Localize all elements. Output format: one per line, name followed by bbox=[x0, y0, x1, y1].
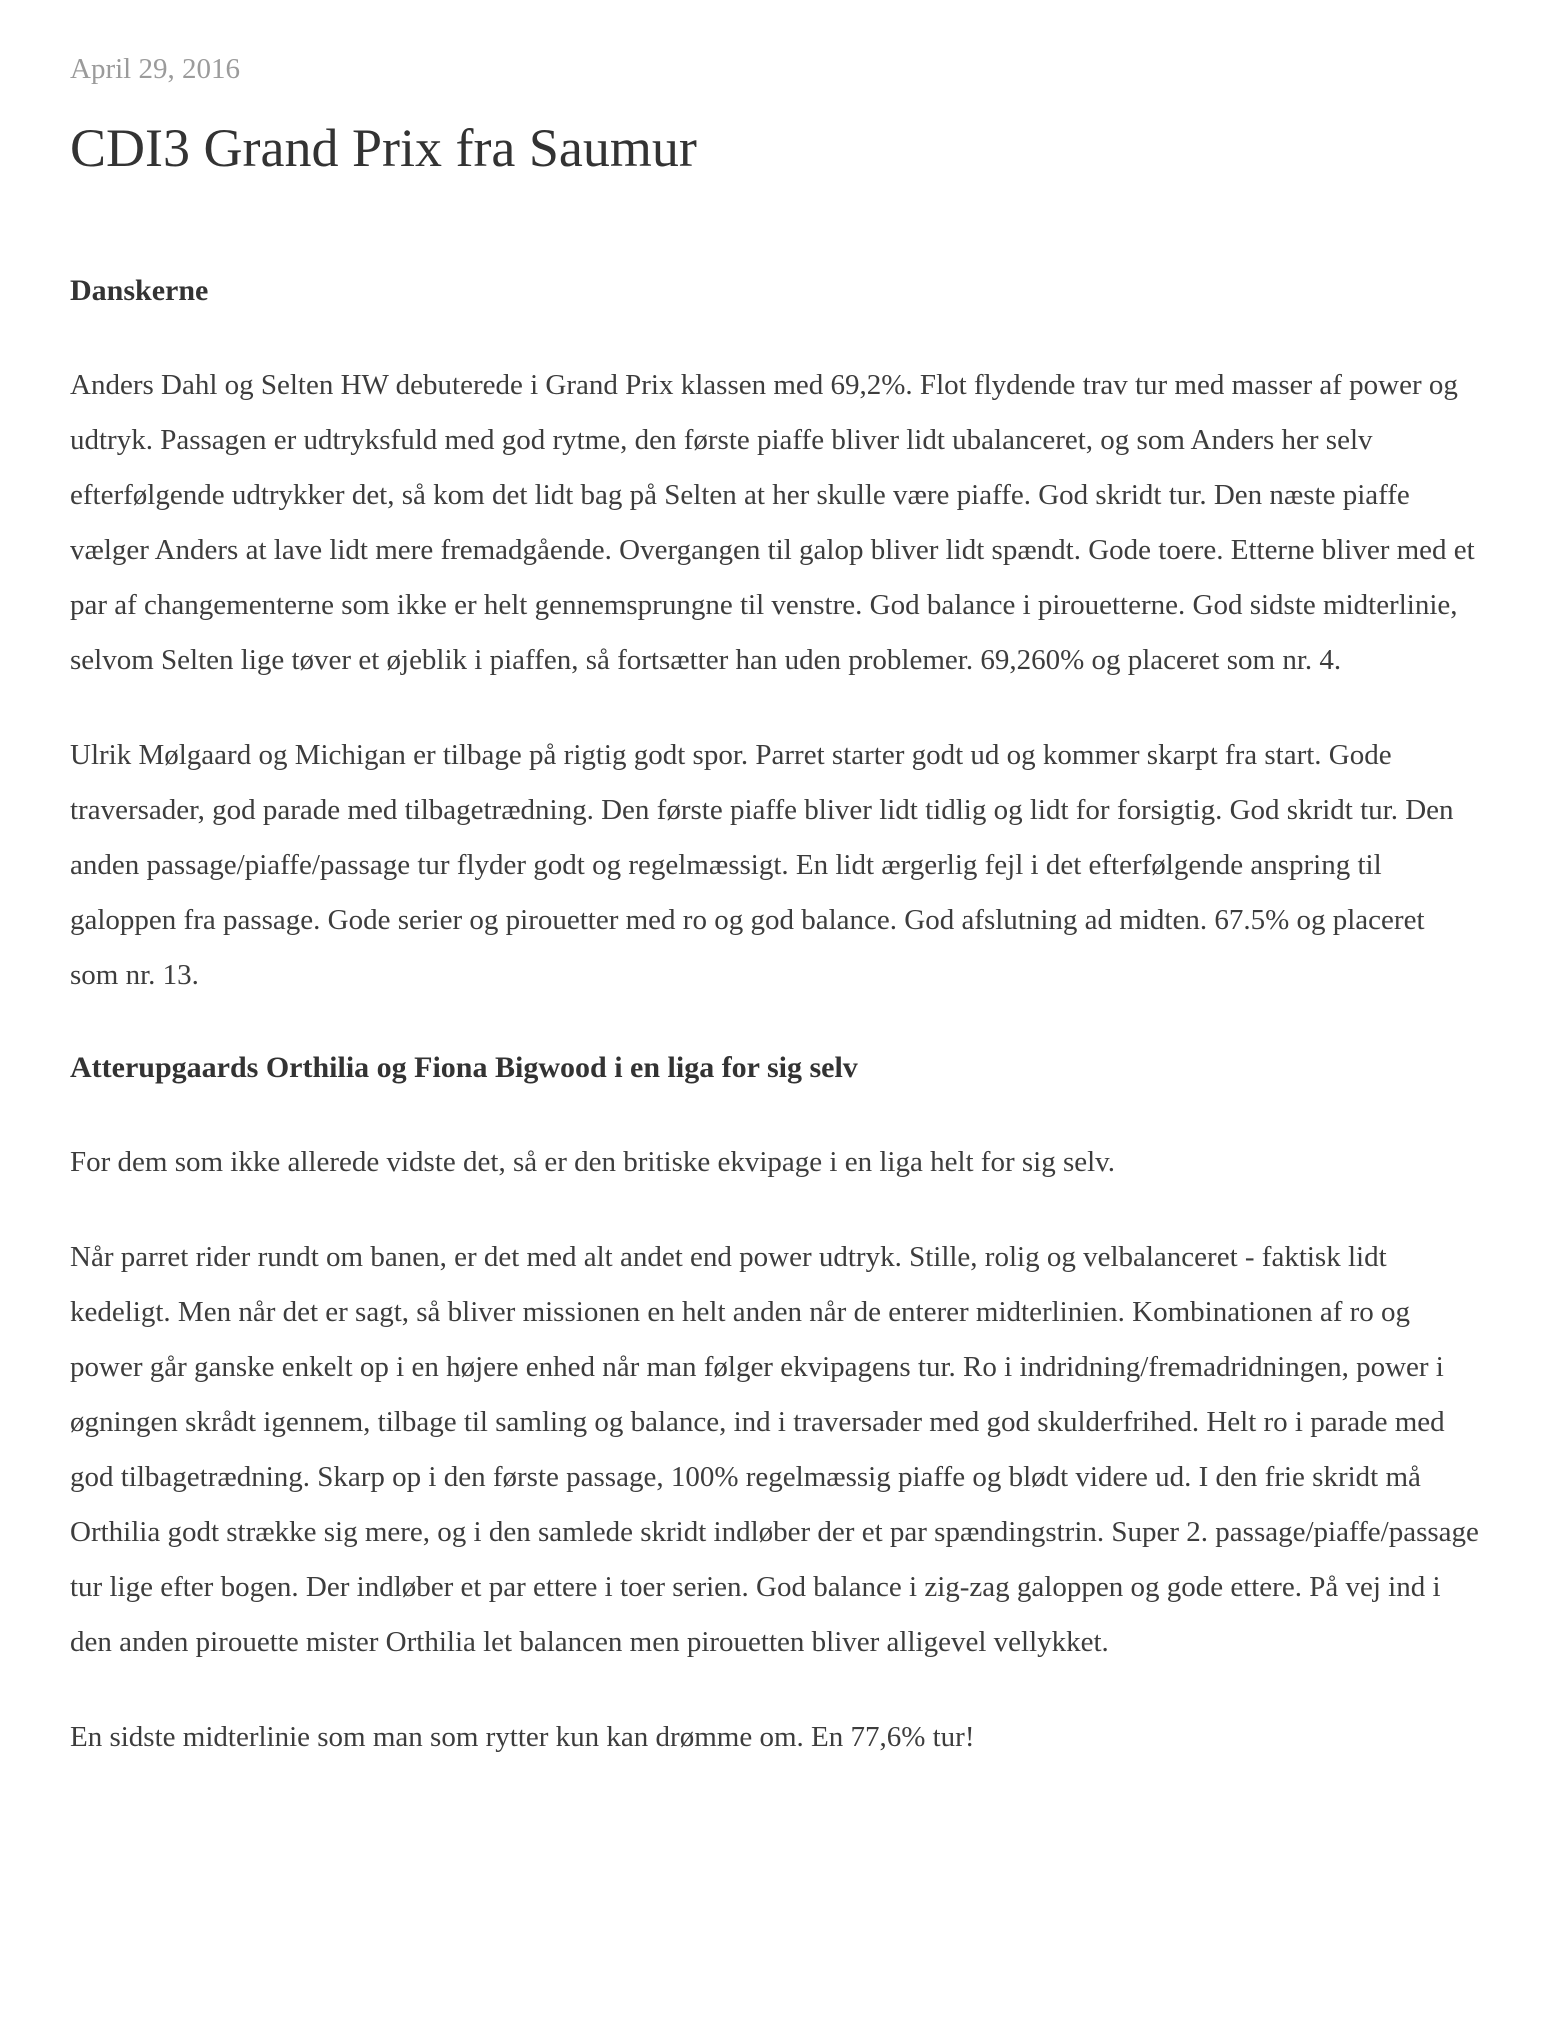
paragraph-britiske-ekvipage: For dem som ikke allerede vidste det, så er den britiske ekvipage i en liga helt for sig selv. bbox=[70, 1145, 1116, 1178]
paragraph-sidste-midterlinie: En sidste midterlinie som man som rytter kun kan drømme om. En 77,6% tur! bbox=[70, 1720, 975, 1753]
paragraph-anders-dahl-selten: Anders Dahl og Selten HW debuterede i Grand Prix klassen med 69,2%. Flot flydende trav tur med masser af power og udtryk. Passagen er udtryksfuld med god rytme, den første piaffe bliver lidt ubalanceret, og som Anders her selv efterfølgende udtrykker det, så kom det lidt bag på Selten at her skulle være piaffe. God skridt tur. Den næste piaffe vælger Anders at lave lidt mere fremadgående. Overgangen til galop bliver lidt spændt. Gode toere. Etterne bliver med et par af changementerne som ikke er helt gennemsprungne til venstre. God balance i pirouetterne. God sidste midterlinie, selvom Selten lige tøver et øjeblik i piaffen, så fortsætter han uden problemer. 69,260% og placeret som nr. 4. bbox=[70, 368, 1475, 676]
section-heading-atterupgaards-orthilia: Atterupgaards Orthilia og Fiona Bigwood i en liga for sig selv bbox=[70, 1050, 858, 1084]
section-heading-danskerne: Danskerne bbox=[70, 273, 209, 307]
post-title: CDI3 Grand Prix fra Saumur bbox=[70, 118, 697, 179]
paragraph-orthilia-tur-beskrivelse: Når parret rider rundt om banen, er det med alt andet end power udtryk. Stille, rolig og velbalanceret - faktisk lidt kedeligt. Men når det er sagt, så bliver missionen en helt anden når de enterer midterlinien. Kombinationen af ro og power går ganske enkelt op i en højere enhed når man følger ekvipagens tur. Ro i indridning/fremadridningen, power i øgningen skrådt igennem, tilbage til samling og balance, ind i traversader med god skulderfrihed. Helt ro i parade med god tilbagetrædning. Skarp op i den første passage, 100% regelmæssig piaffe og blødt videre ud. I den frie skridt må Orthilia godt strække sig mere, og i den samlede skridt indløber der et par spændingstrin. Super 2. passage/piaffe/passage tur lige efter bogen. Der indløber et par ettere i toer serien. God balance i zig-zag galoppen og gode ettere. På vej ind i den anden pirouette mister Orthilia let balancen men pirouetten bliver alligevel vellykket. bbox=[70, 1240, 1479, 1658]
post-date: April 29, 2016 bbox=[70, 53, 240, 85]
paragraph-ulrik-molgaard-michigan: Ulrik Mølgaard og Michigan er tilbage på rigtig godt spor. Parret starter godt ud og kommer skarpt fra start. Gode traversader, god parade med tilbagetrædning. Den første piaffe bliver lidt tidlig og lidt for forsigtig. God skridt tur. Den anden passage/piaffe/passage tur flyder godt og regelmæssigt. En lidt ærgerlig fejl i det efterfølgende anspring til galoppen fra passage. Gode serier og pirouetter med ro og god balance. God afslutning ad midten. 67.5% og placeret som nr. 13. bbox=[70, 738, 1454, 991]
